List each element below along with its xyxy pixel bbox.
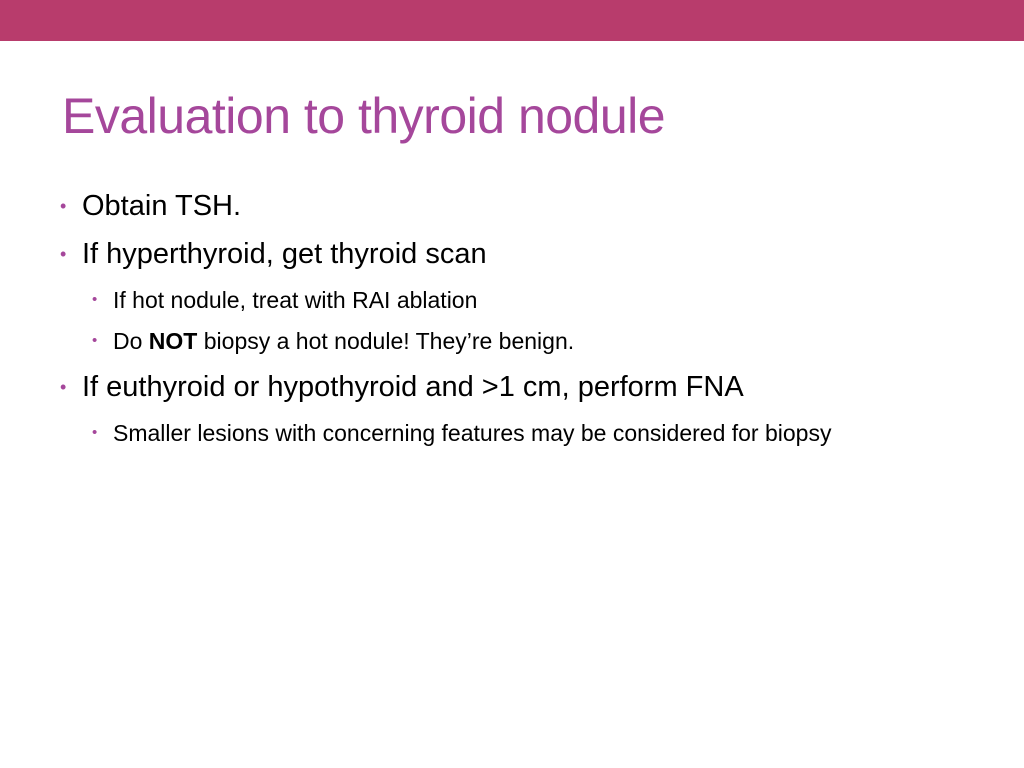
bullet-dot-icon: •: [92, 291, 98, 308]
bullet-text: If euthyroid or hypothyroid and >1 cm, perform FNA: [82, 371, 744, 403]
sub-bullet-text: Smaller lesions with concerning features may be considered for biopsy: [113, 420, 832, 446]
bullet-dot-icon: •: [92, 332, 98, 349]
sub-bullet-item: [60, 284, 960, 316]
bullet-dot-icon: •: [60, 196, 67, 216]
sub-bullet-text: If hot nodule, treat with RAI ablation: [113, 287, 478, 313]
sub-bullet-text-suffix: biopsy a hot nodule! They’re benign.: [197, 328, 575, 354]
bullet-dot-icon: •: [60, 377, 67, 397]
bullet-dot-icon: •: [60, 244, 67, 264]
sub-bullet-item: [60, 325, 960, 357]
bullet-text: If hyperthyroid, get thyroid scan: [82, 238, 487, 270]
bullet-dot-icon: •: [92, 424, 98, 441]
sub-bullet-text: [113, 325, 574, 357]
sub-bullet-item: [60, 417, 960, 449]
bullet-item: [60, 236, 960, 272]
bullet-list: [60, 188, 960, 458]
emphasis-not: NOT: [148, 328, 198, 354]
bullet-item: [60, 188, 960, 224]
slide-title: Evaluation to thyroid nodule: [62, 88, 666, 144]
bullet-item: [60, 369, 960, 405]
sub-bullet-text-prefix: Do: [113, 328, 149, 354]
bullet-text: Obtain TSH.: [82, 190, 242, 222]
accent-bar: [0, 0, 1024, 41]
